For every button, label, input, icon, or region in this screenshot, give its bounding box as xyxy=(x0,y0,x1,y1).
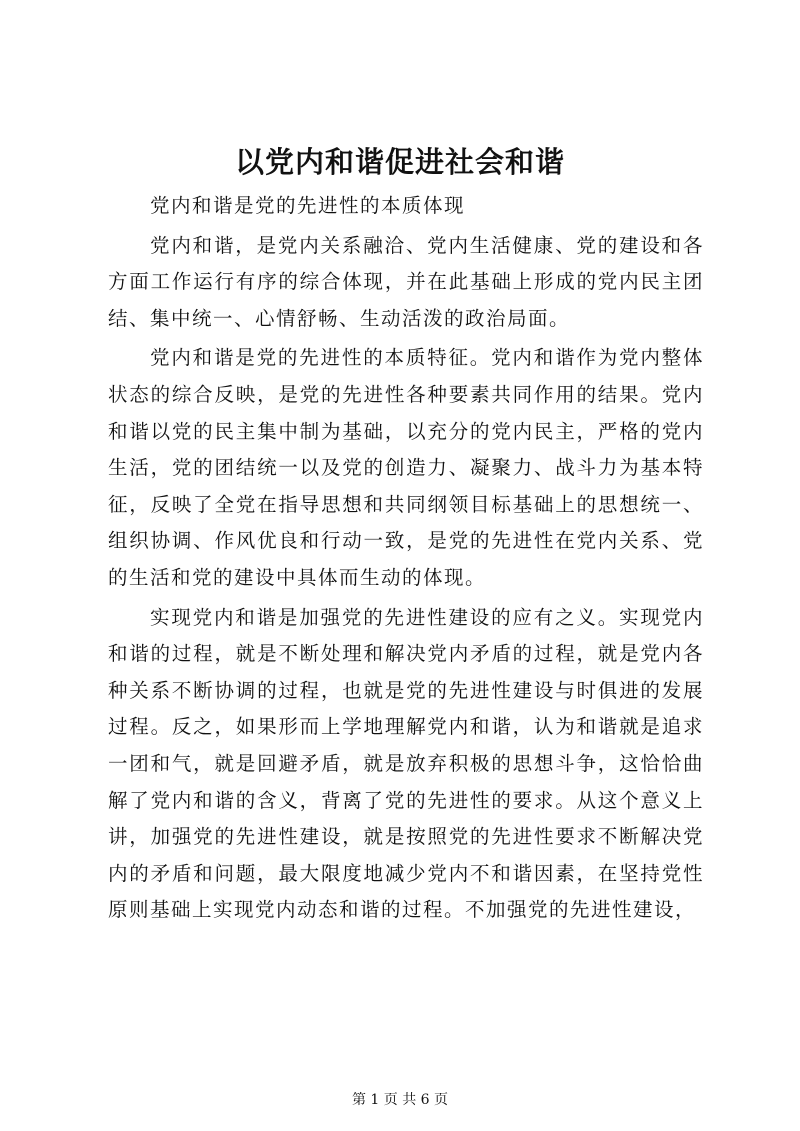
document-title: 以党内和谐促进社会和谐 xyxy=(234,145,565,179)
paragraph: 党内和谐是党的先进性的本质特征。党内和谐作为党内整体状态的综合反映，是党的先进性各种要素共同作用的结果。党内和谐以党的民主集中制为基础，以充分的党内民主，严格的党内生活，党的团结统一以及党的创造力、凝聚力、战斗力为基本特征，反映了全党在指导思想和共同纲领目标基础上的思想统一、组织协调、作风优良和行动一致，是党的先进性在党内关系、党的生活和党的建设中具体而生动的体现。 xyxy=(108,346,704,589)
paragraph: 党内和谐，是党内关系融洽、党内生活健康、党的建设和各方面工作运行有序的综合体现，并在此基础上形成的党内民主团结、集中统一、心情舒畅、生动活泼的政治局面。 xyxy=(108,233,704,330)
document-body xyxy=(108,188,704,932)
paragraph: 实现党内和谐是加强党的先进性建设的应有之义。实现党内和谐的过程，就是不断处理和解决党内矛盾的过程，就是党内各种关系不断协调的过程，也就是党的先进性建设与时俱进的发展过程。反之，如果形而上学地理解党内和谐，认为和谐就是追求一团和气，就是回避矛盾，就是放弃积极的思想斗争，这恰恰曲解了党内和谐的含义，背离了党的先进性的要求。从这个意义上讲，加强党的先进性建设，就是按照党的先进性要求不断解决党内的矛盾和问题，最大限度地减少党内不和谐因素，在坚持党性原则基础上实现党内动态和谐的过程。不加强党的先进性建设， xyxy=(108,605,704,922)
page-number-footer: 第 1 页 共 6 页 xyxy=(351,1092,449,1108)
paragraph-subheading: 党内和谐是党的先进性的本质体现 xyxy=(150,194,466,217)
